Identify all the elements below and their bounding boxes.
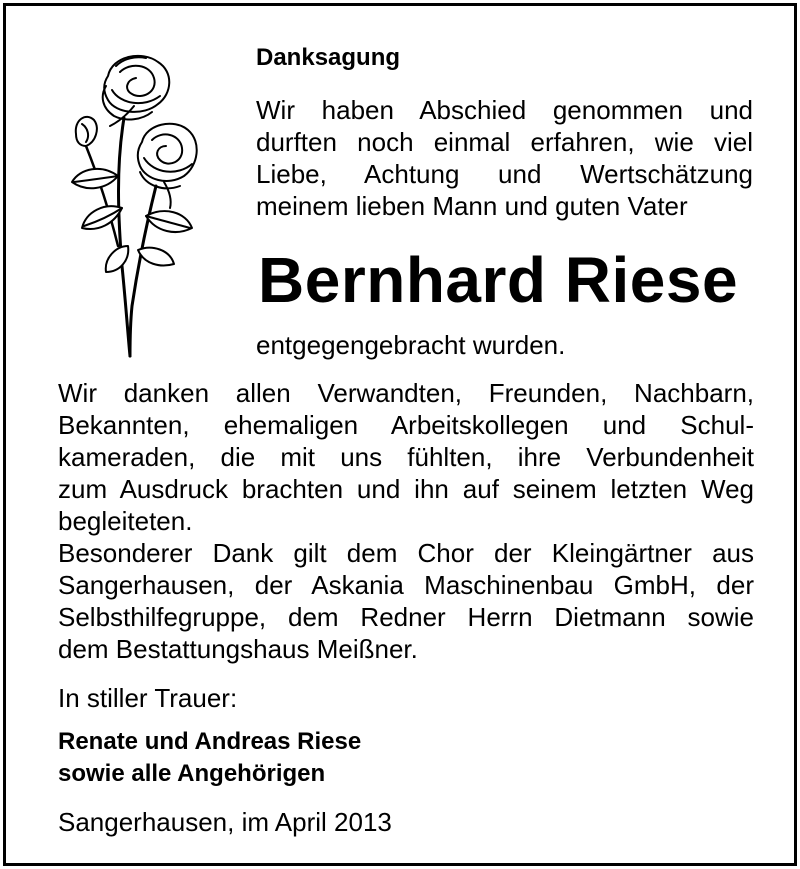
signer-line: Renate und Andreas Riese [58, 728, 362, 755]
thanks-line: Sangerhausen, der Askania Maschinenbau GmbH, der [58, 570, 754, 600]
mourning-label: In stiller Trauer: [58, 683, 238, 713]
rose-icon [46, 46, 206, 358]
thanks-line: Bekannten, ehemaligen Arbeitskollegen und Schul- [58, 410, 754, 440]
deceased-name: Bernhard Riese [258, 244, 739, 316]
thanks-line: dem Bestattungshaus Meißner. [58, 634, 418, 664]
notice-heading: Danksagung [256, 44, 401, 71]
obituary-frame [3, 3, 797, 866]
intro-line: Liebe, Achtung und Wertschätzung [256, 159, 753, 189]
thanks-paragraph [58, 377, 754, 665]
signer-line: sowie alle Angehörigen [58, 760, 326, 787]
thanks-line: Selbsthilfegruppe, dem Redner Herrn Dietmann sowie [58, 602, 754, 632]
place-date: Sangerhausen, im April 2013 [58, 807, 392, 837]
intro-line: Wir haben Abschied genommen und [256, 95, 753, 125]
intro-ending: entgegengebracht wurden. [256, 330, 566, 360]
signers-block [58, 726, 361, 790]
intro-line: meinem lieben Mann und guten Vater [256, 191, 688, 221]
intro-paragraph [256, 94, 753, 222]
thanks-line: zum Ausdruck brachten und ihn auf seinem letzten Weg [58, 474, 754, 504]
thanks-line: Besonderer Dank gilt dem Chor der Kleingärtner aus [58, 538, 754, 568]
intro-line: durften noch einmal erfahren, wie viel [256, 127, 753, 157]
thanks-line: kameraden, die mit uns fühlten, ihre Verbundenheit [58, 442, 754, 472]
thanks-line: begleiteten. [58, 506, 193, 536]
thanks-line: Wir danken allen Verwandten, Freunden, Nachbarn, [58, 378, 754, 408]
